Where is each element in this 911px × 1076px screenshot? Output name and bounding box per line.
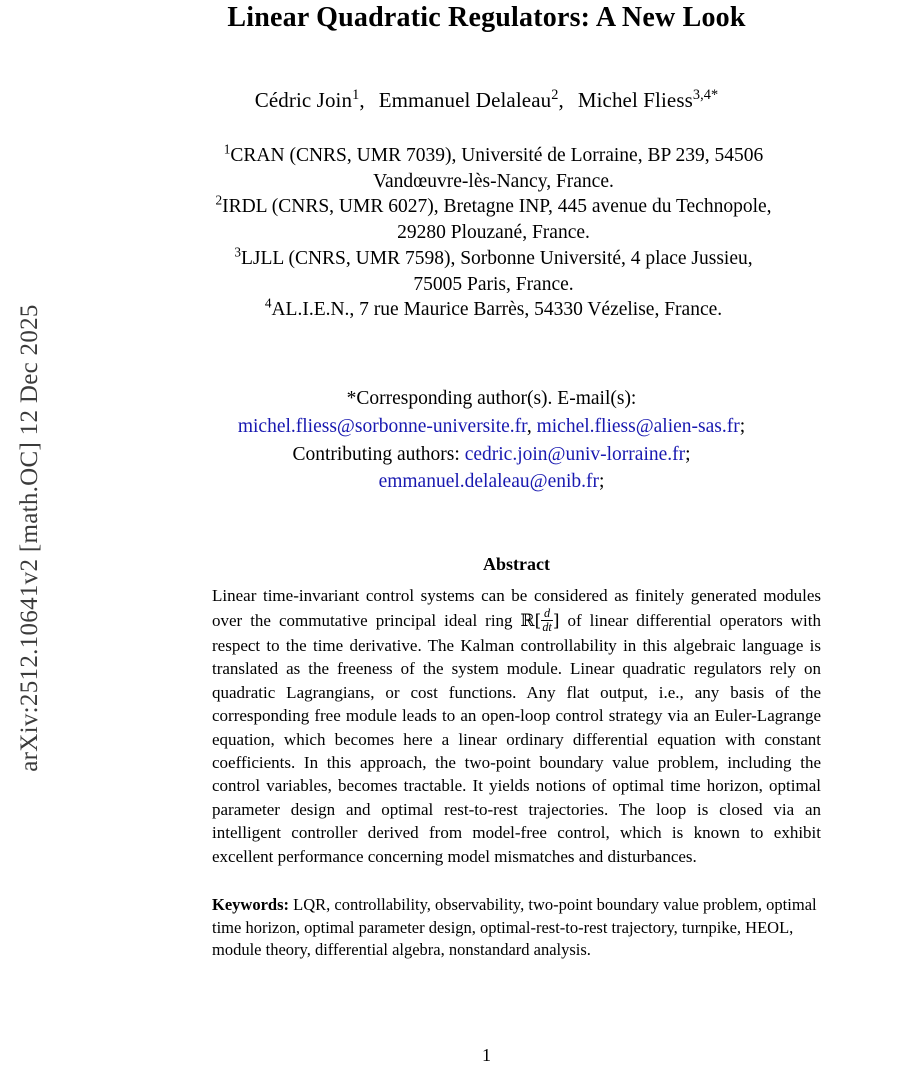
affiliation-line (104, 143, 883, 169)
keywords-text: LQR, controllability, observability, two-point boundary value problem, optimal time horizon, optimal parameter design, optimal-rest-to-rest trajectory, turnpike, HEOL, module theory, differential algebra, nonstandard analysis. (212, 895, 817, 959)
affiliation-line (104, 246, 883, 272)
email-terminator: ; (739, 415, 746, 437)
fraction-denominator: dt (542, 619, 552, 634)
affiliation-marker: 4 (264, 295, 272, 311)
ring-symbol-close: ] (552, 611, 560, 632)
email-link-emmanuel-delaleau[interactable]: emmanuel.delaleau@enib.fr (378, 471, 600, 493)
arxiv-stamp: arXiv:2512.10641v2 [math.OC] 12 Dec 2025 (16, 304, 43, 772)
paper-page (62, 0, 911, 1076)
author-3-affiliation-marker: 3,4* (692, 87, 719, 103)
affiliation-marker: 3 (234, 244, 241, 260)
corresponding-author-block (62, 385, 911, 496)
affiliation-line (104, 169, 883, 195)
affiliation-line (104, 272, 883, 298)
email-link-michel-fliess-alien[interactable]: michel.fliess@alien-sas.fr (536, 415, 740, 437)
author-1-name: Cédric Join (254, 88, 353, 112)
author-list (62, 88, 911, 113)
keywords-label: Keywords: (212, 895, 289, 915)
author-3 (578, 88, 718, 112)
affiliation-text: LJLL (CNRS, UMR 7598), Sorbonne Université, 4 place Jussieu, (240, 247, 753, 269)
affiliation-text: CRAN (CNRS, UMR 7039), Université de Lorraine, BP 239, 54506 (230, 145, 764, 166)
affiliation-text: IRDL (CNRS, UMR 6027), Bretagne INP, 445 avenue du Technopole, (222, 196, 772, 218)
affiliation-marker: 2 (215, 192, 223, 208)
affiliation-line (104, 194, 883, 220)
affiliation-marker: 1 (223, 141, 231, 157)
author-1 (255, 88, 365, 112)
author-1-comma: , (359, 88, 365, 112)
abstract-text (212, 584, 821, 868)
affiliation-list (62, 143, 911, 323)
corresponding-label: *Corresponding author(s). E-mail(s): (346, 388, 637, 410)
email-terminator: ; (685, 443, 691, 465)
abstract-section (62, 554, 911, 961)
page-title: Linear Quadratic Regulators: A New Look (227, 2, 746, 33)
derivative-fraction (541, 607, 553, 632)
author-2 (379, 88, 564, 112)
abstract-part-1: Linear time-invariant control systems can be considered as finitely generated modules over the commutative principal ideal ring (212, 585, 821, 631)
abstract-part-2: of linear differential operators with respect to the time derivative. The Kalman controllability in this algebraic language is translated as the freeness of the system module. Linear quadratic regulators rely on quadratic Lagrangians, or cost functions. Any flat output, i.e., any basis of the corresponding free module leads to an open-loop control strategy via an Euler-Lagrange equation, which becomes here a linear ordinary differential equation with constant coefficients. In this approach, the two-point boundary value problem, including the control variables, becomes tractable. It yields notions of optimal time horizon, optimal parameter design and optimal rest-to-rest trajectories. The loop is closed via an intelligent controller derived from model-free control, which is known to exhibit excellent performance concerning model mismatches and disturbances. (212, 611, 821, 866)
affiliation-text: 29280 Plouzané, France. (397, 222, 590, 244)
keywords-block (212, 894, 821, 961)
affiliation-text: Vandœuvre-lès-Nancy, France. (373, 170, 614, 192)
corresponding-emails (102, 413, 881, 441)
affiliation-line (104, 220, 883, 246)
author-2-affiliation-marker: 2 (551, 87, 559, 103)
affiliation-text: AL.I.E.N., 7 rue Maurice Barrès, 54330 Vézelise, France. (271, 299, 723, 321)
email-link-michel-fliess-sorbonne[interactable]: michel.fliess@sorbonne-universite.fr (237, 415, 527, 437)
email-link-cedric-join[interactable]: cedric.join@univ-lorraine.fr (464, 443, 686, 465)
contributing-authors-label: Contributing authors: (292, 443, 465, 465)
affiliation-line (104, 297, 883, 323)
author-2-comma: , (558, 88, 564, 112)
author-3-name: Michel Fliess (577, 88, 693, 112)
author-2-name: Emmanuel Delaleau (378, 88, 552, 112)
email-separator: , (526, 415, 537, 437)
email-terminator: ; (599, 471, 605, 493)
author-1-affiliation-marker: 1 (352, 87, 360, 103)
ring-symbol-open: ℝ[ (520, 611, 542, 632)
page-number: 1 (482, 1045, 491, 1065)
fraction-numerator: d (541, 607, 553, 620)
contributing-authors-line (102, 441, 881, 469)
affiliation-text: 75005 Paris, France. (413, 273, 574, 295)
abstract-heading: Abstract (483, 553, 550, 574)
contributing-authors-line-2 (102, 468, 881, 496)
